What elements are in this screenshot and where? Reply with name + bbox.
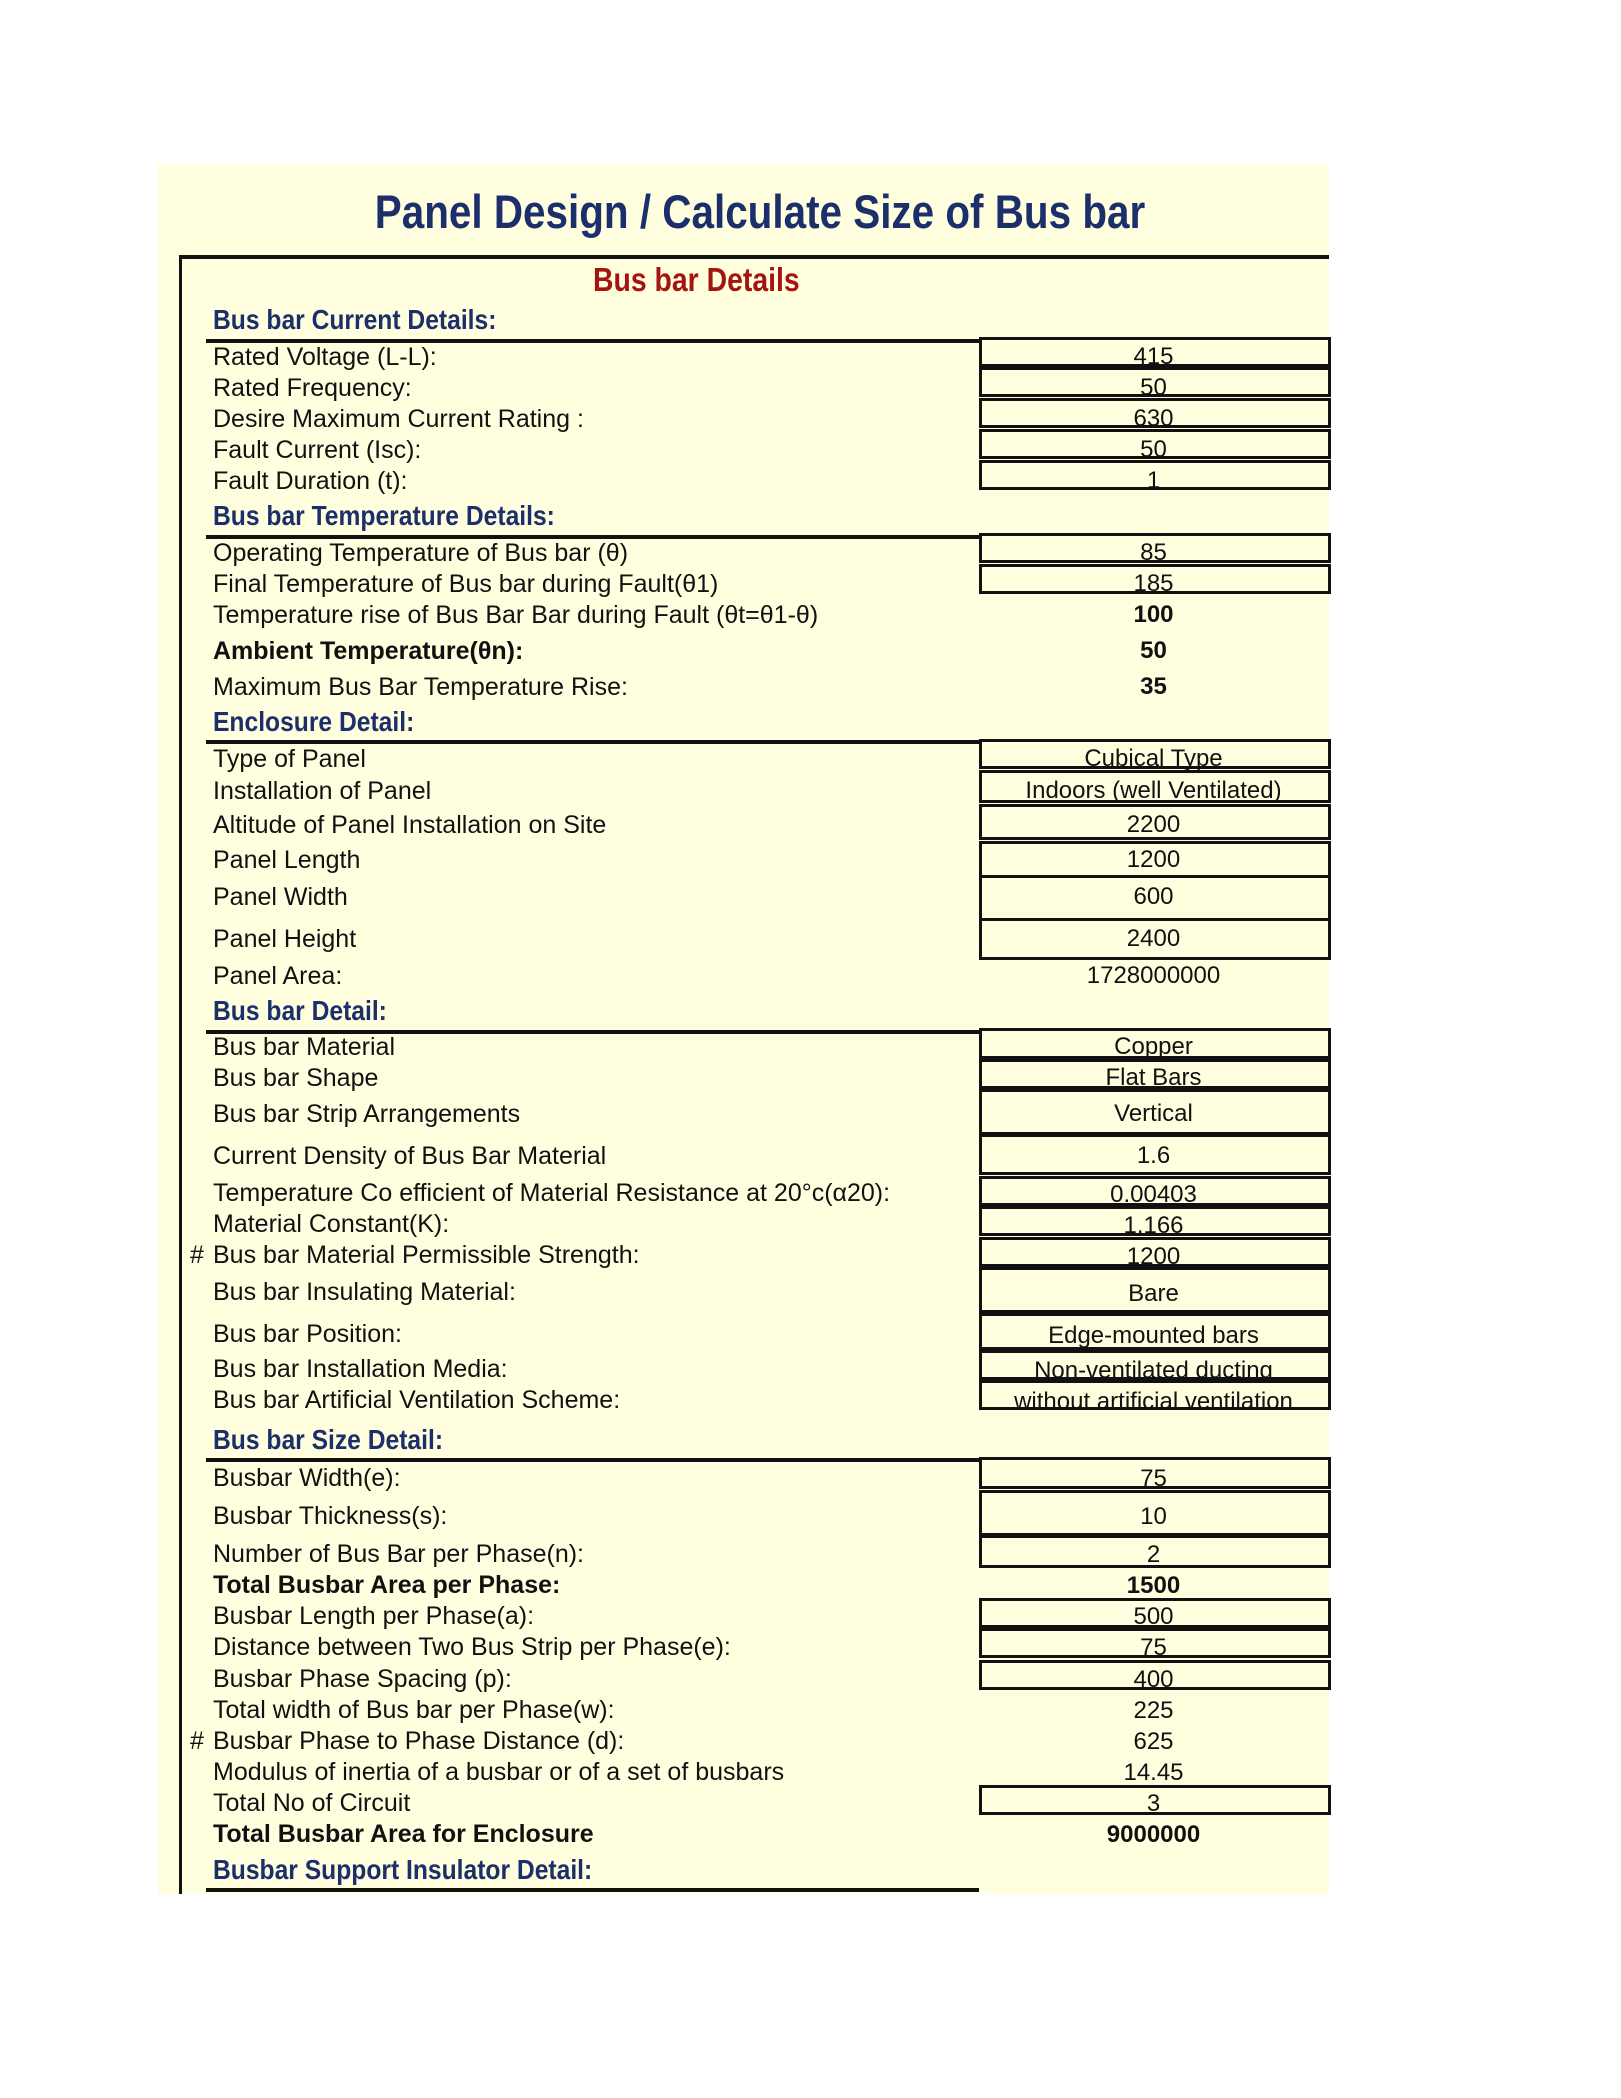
value-permissible-strength[interactable]: 1200	[1126, 1243, 1181, 1270]
value-length-per-phase[interactable]: 500	[1133, 1603, 1174, 1630]
label-panel-height: Panel Height	[213, 925, 357, 953]
value-busbar-width[interactable]: 75	[1140, 1465, 1167, 1492]
left-border	[179, 257, 182, 1894]
section-underline	[206, 1458, 979, 1462]
label-max-current: Desire Maximum Current Rating :	[213, 405, 584, 433]
section-temperature-heading: Bus bar Temperature Details:	[213, 500, 555, 531]
label-rated-frequency: Rated Frequency:	[213, 374, 412, 402]
section-underline	[206, 740, 979, 744]
value-shape[interactable]: Flat Bars	[1105, 1064, 1202, 1091]
label-strip-distance: Distance between Two Bus Strip per Phase(e):	[213, 1633, 731, 1661]
value-rated-frequency[interactable]: 50	[1140, 374, 1167, 401]
value-fault-current[interactable]: 50	[1140, 436, 1167, 463]
label-fault-current: Fault Current (Isc):	[213, 436, 422, 464]
label-material-constant: Material Constant(K):	[213, 1210, 450, 1238]
value-temp-coeff[interactable]: 0.00403	[1110, 1181, 1197, 1208]
label-panel-width: Panel Width	[213, 883, 348, 911]
value-operating-temp[interactable]: 85	[1140, 539, 1167, 566]
value-current-density[interactable]: 1.6	[1136, 1142, 1171, 1169]
label-max-temp-rise: Maximum Bus Bar Temperature Rise:	[213, 673, 628, 701]
label-altitude: Altitude of Panel Installation on Site	[213, 811, 607, 839]
label-busbar-thickness: Busbar Thickness(s):	[213, 1502, 448, 1530]
label-panel-area: Panel Area:	[213, 962, 343, 990]
label-installation: Installation of Panel	[213, 777, 432, 805]
label-panel-type: Type of Panel	[213, 745, 366, 773]
value-rated-voltage[interactable]: 415	[1133, 343, 1174, 370]
label-rated-voltage: Rated Voltage (L-L):	[213, 343, 437, 371]
label-material: Bus bar Material	[213, 1033, 396, 1061]
label-ventilation: Bus bar Artificial Ventilation Scheme:	[213, 1386, 621, 1414]
value-busbar-thickness[interactable]: 10	[1140, 1503, 1167, 1530]
value-total-area-enclosure: 9000000	[1106, 1821, 1201, 1848]
value-ventilation[interactable]: without artificial ventilation	[1014, 1388, 1293, 1415]
value-panel-type[interactable]: Cubical Type	[1084, 745, 1223, 772]
label-length-per-phase: Busbar Length per Phase(a):	[213, 1602, 535, 1630]
value-panel-width[interactable]: 600	[1133, 883, 1174, 910]
label-installation-media: Bus bar Installation Media:	[213, 1355, 508, 1383]
label-current-density: Current Density of Bus Bar Material	[213, 1142, 607, 1170]
value-material-constant[interactable]: 1.166	[1123, 1212, 1184, 1239]
value-material[interactable]: Copper	[1114, 1033, 1193, 1060]
label-fault-duration: Fault Duration (t):	[213, 467, 408, 495]
section-enclosure-heading: Enclosure Detail:	[213, 706, 415, 737]
label-permissible-strength: Bus bar Material Permissible Strength:	[213, 1241, 640, 1269]
label-circuits: Total No of Circuit	[213, 1789, 411, 1817]
page-title: Panel Design / Calculate Size of Bus bar	[374, 185, 1146, 238]
value-insulating-material[interactable]: Bare	[1128, 1280, 1179, 1307]
value-bars-per-phase[interactable]: 2	[1146, 1541, 1161, 1568]
label-bars-per-phase: Number of Bus Bar per Phase(n):	[213, 1540, 584, 1568]
value-modulus: 14.45	[1123, 1759, 1184, 1786]
label-total-area-enclosure: Total Busbar Area for Enclosure	[213, 1820, 594, 1848]
section-underline	[206, 1888, 979, 1892]
label-temp-coeff: Temperature Co efficient of Material Resistance at 20°c(α20):	[213, 1179, 891, 1207]
value-total-width: 225	[1133, 1697, 1174, 1724]
value-max-current[interactable]: 630	[1133, 405, 1174, 432]
value-temp-rise-fault: 100	[1133, 601, 1174, 628]
label-phase-spacing: Busbar Phase Spacing (p):	[213, 1665, 512, 1693]
value-fault-duration[interactable]: 1	[1146, 467, 1161, 494]
section-busbar-heading: Bus bar Detail:	[213, 995, 387, 1026]
label-panel-length: Panel Length	[213, 846, 361, 874]
label-shape: Bus bar Shape	[213, 1064, 379, 1092]
top-border	[179, 255, 1329, 259]
value-panel-area: 1728000000	[1086, 962, 1221, 989]
label-final-temp: Final Temperature of Bus bar during Fault(θ1)	[213, 570, 719, 598]
value-altitude[interactable]: 2200	[1126, 811, 1181, 838]
label-busbar-width: Busbar Width(e):	[213, 1464, 401, 1492]
value-strip-distance[interactable]: 75	[1140, 1634, 1167, 1661]
hash-marker: #	[190, 1727, 204, 1755]
value-circuits[interactable]: 3	[1146, 1790, 1161, 1817]
value-total-area-phase: 1500	[1126, 1572, 1181, 1599]
value-strip-arrangement[interactable]: Vertical	[1114, 1100, 1193, 1127]
label-total-area-phase: Total Busbar Area per Phase:	[213, 1571, 561, 1599]
label-phase-distance: Busbar Phase to Phase Distance (d):	[213, 1727, 625, 1755]
section-current-heading: Bus bar Current Details:	[213, 304, 497, 335]
value-ambient-temp: 50	[1140, 637, 1167, 664]
value-phase-spacing[interactable]: 400	[1133, 1666, 1174, 1693]
hash-marker: #	[190, 1241, 204, 1269]
label-ambient-temp: Ambient Temperature(θn):	[213, 637, 524, 665]
label-position: Bus bar Position:	[213, 1320, 402, 1348]
section-insulator-heading: Busbar Support Insulator Detail:	[213, 1854, 593, 1885]
value-installation[interactable]: Indoors (well Ventilated)	[1025, 777, 1282, 804]
value-max-temp-rise: 35	[1140, 673, 1167, 700]
value-position[interactable]: Edge-mounted bars	[1048, 1322, 1259, 1349]
label-strip-arrangement: Bus bar Strip Arrangements	[213, 1100, 521, 1128]
label-operating-temp: Operating Temperature of Bus bar (θ)	[213, 539, 629, 567]
value-installation-media[interactable]: Non-ventilated ducting	[1034, 1357, 1273, 1384]
label-insulating-material: Bus bar Insulating Material:	[213, 1278, 516, 1306]
page-subtitle: Bus bar Details	[593, 261, 800, 298]
label-temp-rise-fault: Temperature rise of Bus Bar Bar during Fault (θt=θ1-θ)	[213, 601, 819, 629]
label-modulus: Modulus of inertia of a busbar or of a set of busbars	[213, 1758, 785, 1786]
value-final-temp[interactable]: 185	[1133, 570, 1174, 597]
value-phase-distance: 625	[1133, 1728, 1174, 1755]
value-panel-height[interactable]: 2400	[1126, 925, 1181, 952]
label-total-width: Total width of Bus bar per Phase(w):	[213, 1696, 615, 1724]
value-panel-length[interactable]: 1200	[1126, 846, 1181, 873]
section-size-heading: Bus bar Size Detail:	[213, 1424, 444, 1455]
